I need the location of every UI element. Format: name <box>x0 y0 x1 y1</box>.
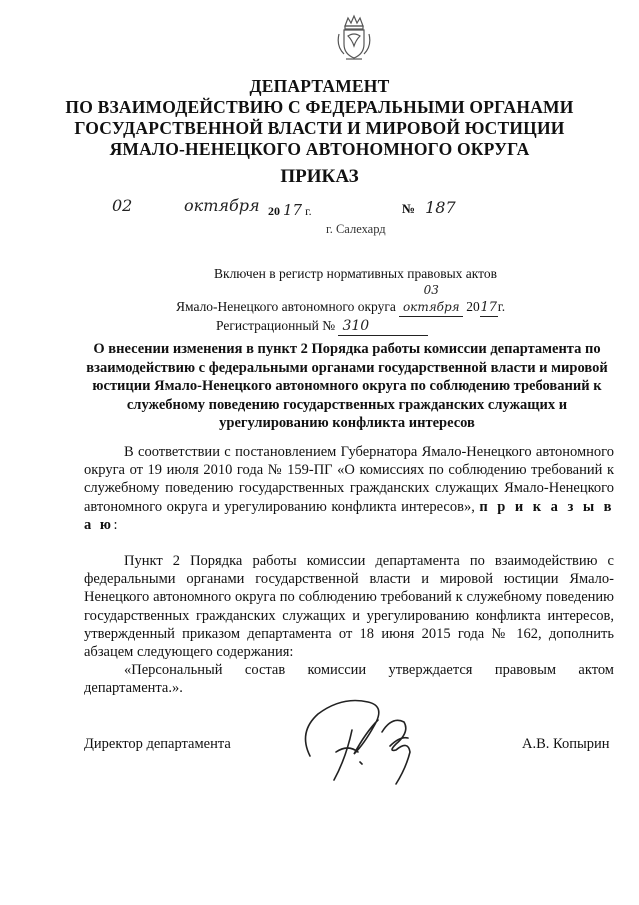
order-title: ПРИКАЗ <box>280 166 359 187</box>
handwritten-signature <box>296 692 446 792</box>
order-body <box>84 443 614 698</box>
registry-year: 17 <box>480 300 498 315</box>
order-number-label: № <box>402 201 416 216</box>
registry-number: 310 <box>338 318 428 336</box>
registry-year-mark: г. <box>497 299 506 314</box>
order-year-suffix: 17 <box>283 201 303 219</box>
header-line-3: ГОСУДАРСТВЕННОЙ ВЛАСТИ И МИРОВОЙ ЮСТИЦИИ <box>74 118 565 138</box>
signatory-name: А.В. Копырин <box>522 736 610 752</box>
registry-number-label: Регистрационный № <box>216 318 336 333</box>
order-year-mark: г. <box>305 204 312 218</box>
preamble-text: В соответствии с постановлением Губернатора Ямало-Ненецкого автономного округа от 19 июля 2010 года № 159-ПГ «О комиссиях по соблюдению требований к служебному поведению государственных гражданских служащих Ямало-Ненецкого автономного округа и урегулированию конфликта интересов», <box>84 444 614 515</box>
coat-of-arms-icon <box>336 12 372 64</box>
registry-date: 03 октября <box>399 282 463 317</box>
registry-block <box>176 265 546 336</box>
order-day: 02 <box>112 196 133 215</box>
department-header <box>0 76 639 160</box>
preamble-paragraph <box>84 443 614 534</box>
coat-of-arms <box>336 12 372 64</box>
registry-line-2 <box>176 282 546 317</box>
header-line-2: ПО ВЗАИМОДЕЙСТВИЮ С ФЕДЕРАЛЬНЫМИ ОРГАНАМИ <box>65 97 574 117</box>
order-number <box>402 198 456 218</box>
command-word: п р и к а з ы в а ю <box>84 498 615 533</box>
registry-year-prefix: 20 <box>466 299 480 314</box>
order-subject: О внесении изменения в пункт 2 Порядка работы комиссии департамента по взаимодействию с федеральными органами государственной власти и мировой юстиции Ямало-Ненецкого автономного округа по соблюдению требований к служебному поведению государственных гражданских служащих и урегулированию конфликта интересов <box>86 341 608 431</box>
header-line-1: ДЕПАРТАМЕНТ <box>249 76 390 96</box>
header-line-4: ЯМАЛО-НЕНЕЦКОГО АВТОНОМНОГО ОКРУГА <box>109 139 530 159</box>
quote-paragraph: «Персональный состав комиссии утверждается правовым актом департамента.». <box>84 662 614 697</box>
order-number-value: 187 <box>425 198 456 217</box>
city: г. Салехард <box>326 222 386 236</box>
signature-icon <box>296 692 446 792</box>
registry-line-3 <box>176 317 546 336</box>
command-colon: : <box>113 516 118 533</box>
registry-line-1: Включен в регистр нормативных правовых актов <box>214 266 498 281</box>
order-month: октября <box>184 196 260 215</box>
registry-region: Ямало-Ненецкого автономного округа <box>176 299 396 314</box>
order-year <box>268 201 312 219</box>
order-year-prefix: 20 <box>268 204 280 218</box>
signatory-position: Директор департамента <box>84 736 231 752</box>
point-paragraph: Пункт 2 Порядка работы комиссии департамента по взаимодействию с федеральными органами государственной власти и мировой юстиции Ямало-Ненецкого автономного округа по соблюдению требований к служебному поведению государственных гражданских служащих и урегулированию конфликта интересов, утвержденный приказом департамента от 18 июня 2015 года № 162, дополнить абзацем следующего содержания: <box>84 553 614 661</box>
